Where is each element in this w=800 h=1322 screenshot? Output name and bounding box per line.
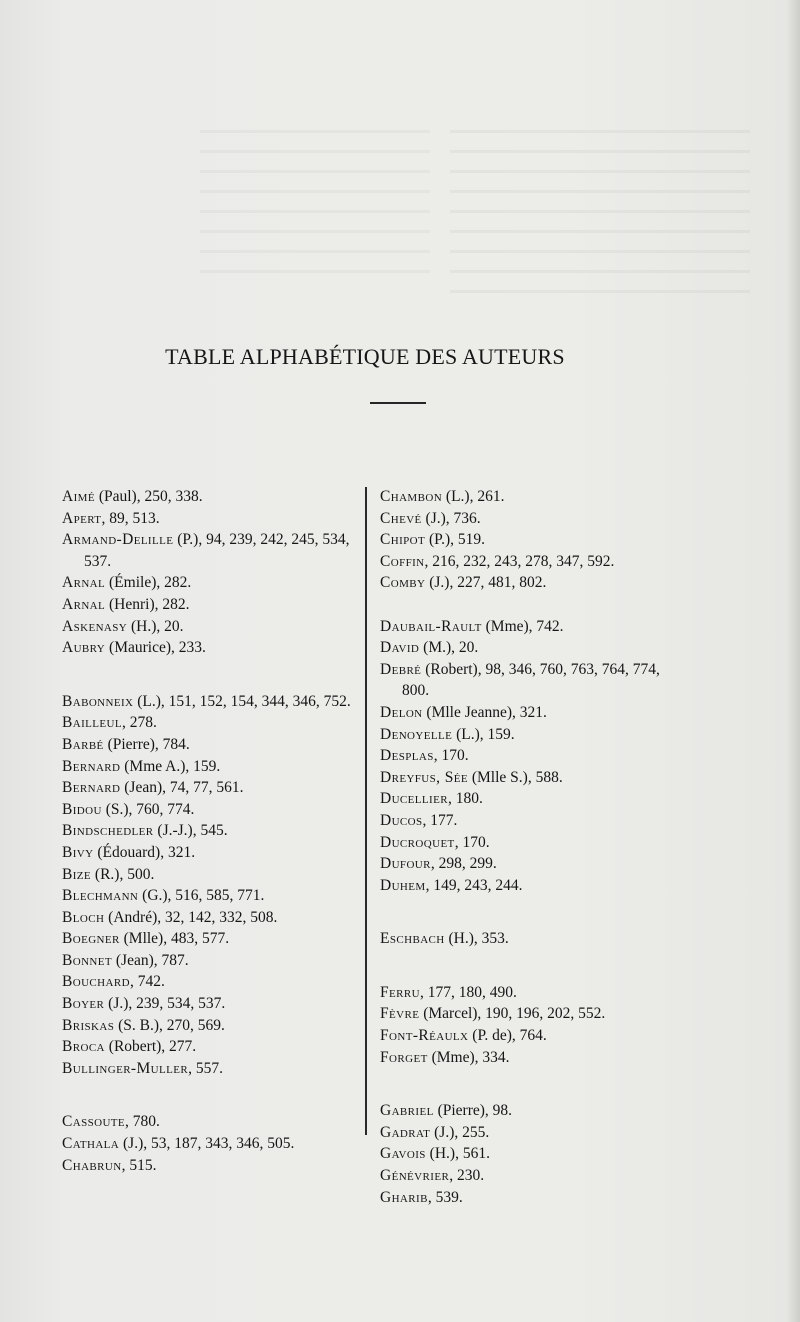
title-rule: [370, 402, 426, 404]
author-name: Bidou: [62, 800, 102, 818]
author-name: Forget: [380, 1048, 428, 1066]
page-references: (H.), 353.: [444, 930, 509, 948]
author-name: Coffin: [380, 552, 425, 570]
author-name: Broca: [62, 1038, 105, 1056]
author-name: Barbé: [62, 735, 104, 753]
index-entry: [380, 1122, 680, 1144]
page-references: (André), 32, 142, 332, 508.: [104, 908, 278, 926]
author-name: Boyer: [62, 995, 105, 1013]
page-references: (G.), 516, 585, 771.: [138, 887, 265, 905]
page-references: (Mlle S.), 588.: [467, 768, 563, 786]
page-references: , 89, 513.: [101, 509, 160, 527]
index-entry: [62, 842, 362, 864]
index-entry: [380, 637, 680, 659]
page-references: (Mlle Jeanne), 321.: [422, 703, 547, 721]
author-name: Gabriel: [380, 1102, 434, 1120]
page-references: (Jean), 787.: [112, 951, 189, 969]
page-references: (M.), 20.: [419, 639, 479, 657]
author-name: Gadrat: [380, 1123, 431, 1141]
page-references: , 170.: [454, 833, 490, 851]
page-references: (H.), 20.: [127, 617, 184, 635]
author-name: Gharib: [380, 1188, 428, 1206]
page-references: (Maurice), 233.: [105, 639, 206, 657]
bleed-through-texture: [200, 130, 430, 290]
index-entry: [380, 1143, 680, 1165]
page-references: (J.), 239, 534, 537.: [104, 995, 226, 1013]
author-name: Dreyfus, Sée: [380, 768, 468, 786]
page-references: (Henri), 282.: [105, 595, 190, 613]
page-references: (J.), 227, 481, 802.: [425, 574, 547, 592]
author-name: Briskas: [62, 1016, 115, 1034]
page-references: , 170.: [433, 747, 469, 765]
index-entry: [380, 486, 680, 508]
author-name: Comby: [380, 574, 426, 592]
author-name: Ducroquet: [380, 833, 455, 851]
author-name: Bailleul: [62, 714, 122, 732]
index-entry: [380, 551, 680, 573]
page-references: (Jean), 74, 77, 561.: [120, 779, 244, 797]
author-name: Chambon: [380, 488, 443, 505]
author-name: Babonneix: [62, 692, 134, 710]
page-references: , 515.: [121, 1156, 157, 1174]
author-name: Ducellier: [380, 790, 448, 808]
index-entry: [380, 529, 680, 551]
author-name: Bouchard: [62, 973, 130, 991]
index-entry: [62, 637, 362, 659]
index-entry: [62, 1036, 362, 1058]
author-name: Bloch: [62, 908, 105, 926]
page-references: , 149, 243, 244.: [425, 876, 523, 894]
index-entry: [62, 734, 362, 756]
page-references: (J.), 736.: [421, 509, 481, 527]
index-entry: [62, 1155, 362, 1177]
index-entry: [62, 1111, 362, 1133]
author-name: Duhem: [380, 876, 426, 894]
page-references: (R.), 500.: [91, 865, 155, 883]
page-references: (J.), 53, 187, 343, 346, 505.: [119, 1135, 295, 1153]
page-references: (S. B.), 270, 569.: [114, 1016, 225, 1034]
page-references: (Robert), 277.: [104, 1038, 197, 1056]
index-entry: [62, 777, 362, 799]
author-name: Eschbach: [380, 930, 445, 948]
index-entry: [62, 820, 362, 842]
author-name: Armand-Delille: [62, 531, 174, 549]
page-references: , 180.: [447, 790, 483, 808]
author-name: Bize: [62, 865, 92, 883]
author-name: Arnal: [62, 595, 106, 613]
author-name: Dufour: [380, 855, 431, 873]
index-entry: [380, 724, 680, 746]
index-entry: [62, 1015, 362, 1037]
index-entry: [380, 810, 680, 832]
author-name: Font-Réaulx: [380, 1027, 469, 1045]
index-entry: [380, 982, 680, 1004]
page-references: (Pierre), 98.: [433, 1102, 513, 1120]
index-entry: [62, 993, 362, 1015]
index-entry: [62, 799, 362, 821]
page-references: (S.), 760, 774.: [101, 800, 195, 818]
index-entry: [62, 616, 362, 638]
index-entry: [62, 864, 362, 886]
author-name: Bonnet: [62, 951, 113, 969]
author-name: Chabrun: [62, 1156, 122, 1174]
author-name: Bernard: [62, 757, 121, 775]
page-references: (Édouard), 321.: [93, 843, 196, 861]
index-entry: [380, 1047, 680, 1069]
page-references: , 539.: [427, 1188, 463, 1206]
index-entry: [380, 832, 680, 854]
author-name: Boegner: [62, 930, 120, 948]
page-references: (Émile), 282.: [105, 574, 192, 592]
index-entry: [380, 1003, 680, 1025]
page-references: , 177, 180, 490.: [419, 983, 517, 1001]
index-entry: [62, 950, 362, 972]
page-references: (Mlle), 483, 577.: [119, 930, 230, 948]
page-references: , 278.: [121, 714, 157, 732]
index-entry: [62, 594, 362, 616]
page-references: (Mme), 334.: [427, 1048, 510, 1066]
author-name: Delon: [380, 703, 423, 721]
page-edge-shadow: [786, 0, 800, 1322]
page-references: (Paul), 250, 338.: [94, 488, 203, 505]
index-entry: [380, 616, 680, 638]
index-entry: [380, 1025, 680, 1047]
index-entry: [380, 853, 680, 875]
index-entry: [62, 907, 362, 929]
page-references: (L.), 151, 152, 154, 344, 346, 752.: [133, 692, 351, 710]
index-entry: [62, 756, 362, 778]
author-name: Ferru: [380, 983, 420, 1001]
page-references: (Mme A.), 159.: [120, 757, 221, 775]
index-entry: [62, 712, 362, 734]
page-references: (Marcel), 190, 196, 202, 552.: [419, 1005, 606, 1023]
index-entry: [380, 702, 680, 724]
author-name: Aubry: [62, 639, 106, 657]
page-references: , 230.: [449, 1167, 485, 1185]
page-references: (P.), 519.: [425, 531, 485, 549]
index-entry: [380, 788, 680, 810]
page-references: (L.), 261.: [442, 488, 505, 505]
index-entry: [380, 1187, 680, 1209]
author-name: Bullinger-Muller: [62, 1059, 189, 1077]
index-entry: [62, 691, 362, 713]
author-name: Denoyelle: [380, 725, 453, 743]
index-entry: [62, 572, 362, 594]
index-entry: [62, 508, 362, 530]
page-references: (H.), 561.: [425, 1145, 490, 1163]
author-name: Apert: [62, 509, 102, 527]
index-entry: [380, 508, 680, 530]
author-name: Blechmann: [62, 887, 139, 905]
page-references: (P.), 94, 239, 242, 245, 534, 537.: [84, 531, 350, 570]
author-index-left-column: [62, 486, 362, 1176]
author-name: Cassoute: [62, 1113, 126, 1131]
index-entry: [380, 659, 680, 702]
index-entry: [380, 572, 680, 594]
index-entry: [62, 486, 362, 508]
page-references: (J.), 255.: [430, 1123, 490, 1141]
author-name: Gavois: [380, 1145, 426, 1163]
author-name: Arnal: [62, 574, 106, 592]
author-name: David: [380, 639, 420, 657]
page-references: (Pierre), 784.: [103, 735, 190, 753]
index-entry: [62, 928, 362, 950]
index-entry: [380, 1100, 680, 1122]
author-name: Bivy: [62, 843, 94, 861]
index-entry: [380, 1165, 680, 1187]
page-references: , 780.: [125, 1113, 160, 1131]
index-entry: [380, 928, 680, 950]
author-name: Debré: [380, 660, 422, 678]
page-references: (Mme), 742.: [481, 617, 564, 635]
page-references: (Robert), 98, 346, 760, 763, 764, 774, 800.: [402, 660, 660, 700]
page-references: , 557.: [188, 1059, 223, 1077]
index-entry: [62, 1133, 362, 1155]
column-divider: [365, 487, 367, 1135]
page-title: TABLE ALPHABÉTIQUE DES AUTEURS: [165, 344, 565, 369]
author-name: Ducos: [380, 811, 423, 829]
page-references: , 298, 299.: [430, 855, 497, 873]
author-name: Aimé: [62, 488, 95, 505]
author-index-right-column: [380, 486, 680, 1208]
page-references: , 177.: [422, 811, 458, 829]
index-entry: [62, 529, 362, 572]
page-references: , 216, 232, 243, 278, 347, 592.: [424, 552, 615, 570]
page-references: , 742.: [129, 973, 165, 991]
author-name: Bindschedler: [62, 822, 154, 840]
index-entry: [62, 885, 362, 907]
author-name: Bernard: [62, 779, 121, 797]
author-name: Desplas: [380, 747, 434, 765]
author-name: Génévrier: [380, 1167, 450, 1185]
index-entry: [380, 767, 680, 789]
author-name: Chipot: [380, 531, 426, 549]
author-name: Cathala: [62, 1135, 120, 1153]
author-name: Askenasy: [62, 617, 128, 635]
page-references: (P. de), 764.: [468, 1027, 547, 1045]
index-entry: [380, 745, 680, 767]
author-name: Fèvre: [380, 1005, 420, 1023]
author-name: Chevé: [380, 509, 422, 527]
index-entry: [380, 875, 680, 897]
author-name: Daubail-Rault: [380, 617, 482, 635]
index-entry: [62, 971, 362, 993]
bleed-through-texture: [450, 130, 750, 310]
index-entry: [62, 1058, 362, 1080]
page-references: (J.-J.), 545.: [153, 822, 228, 840]
page-references: (L.), 159.: [452, 725, 515, 743]
